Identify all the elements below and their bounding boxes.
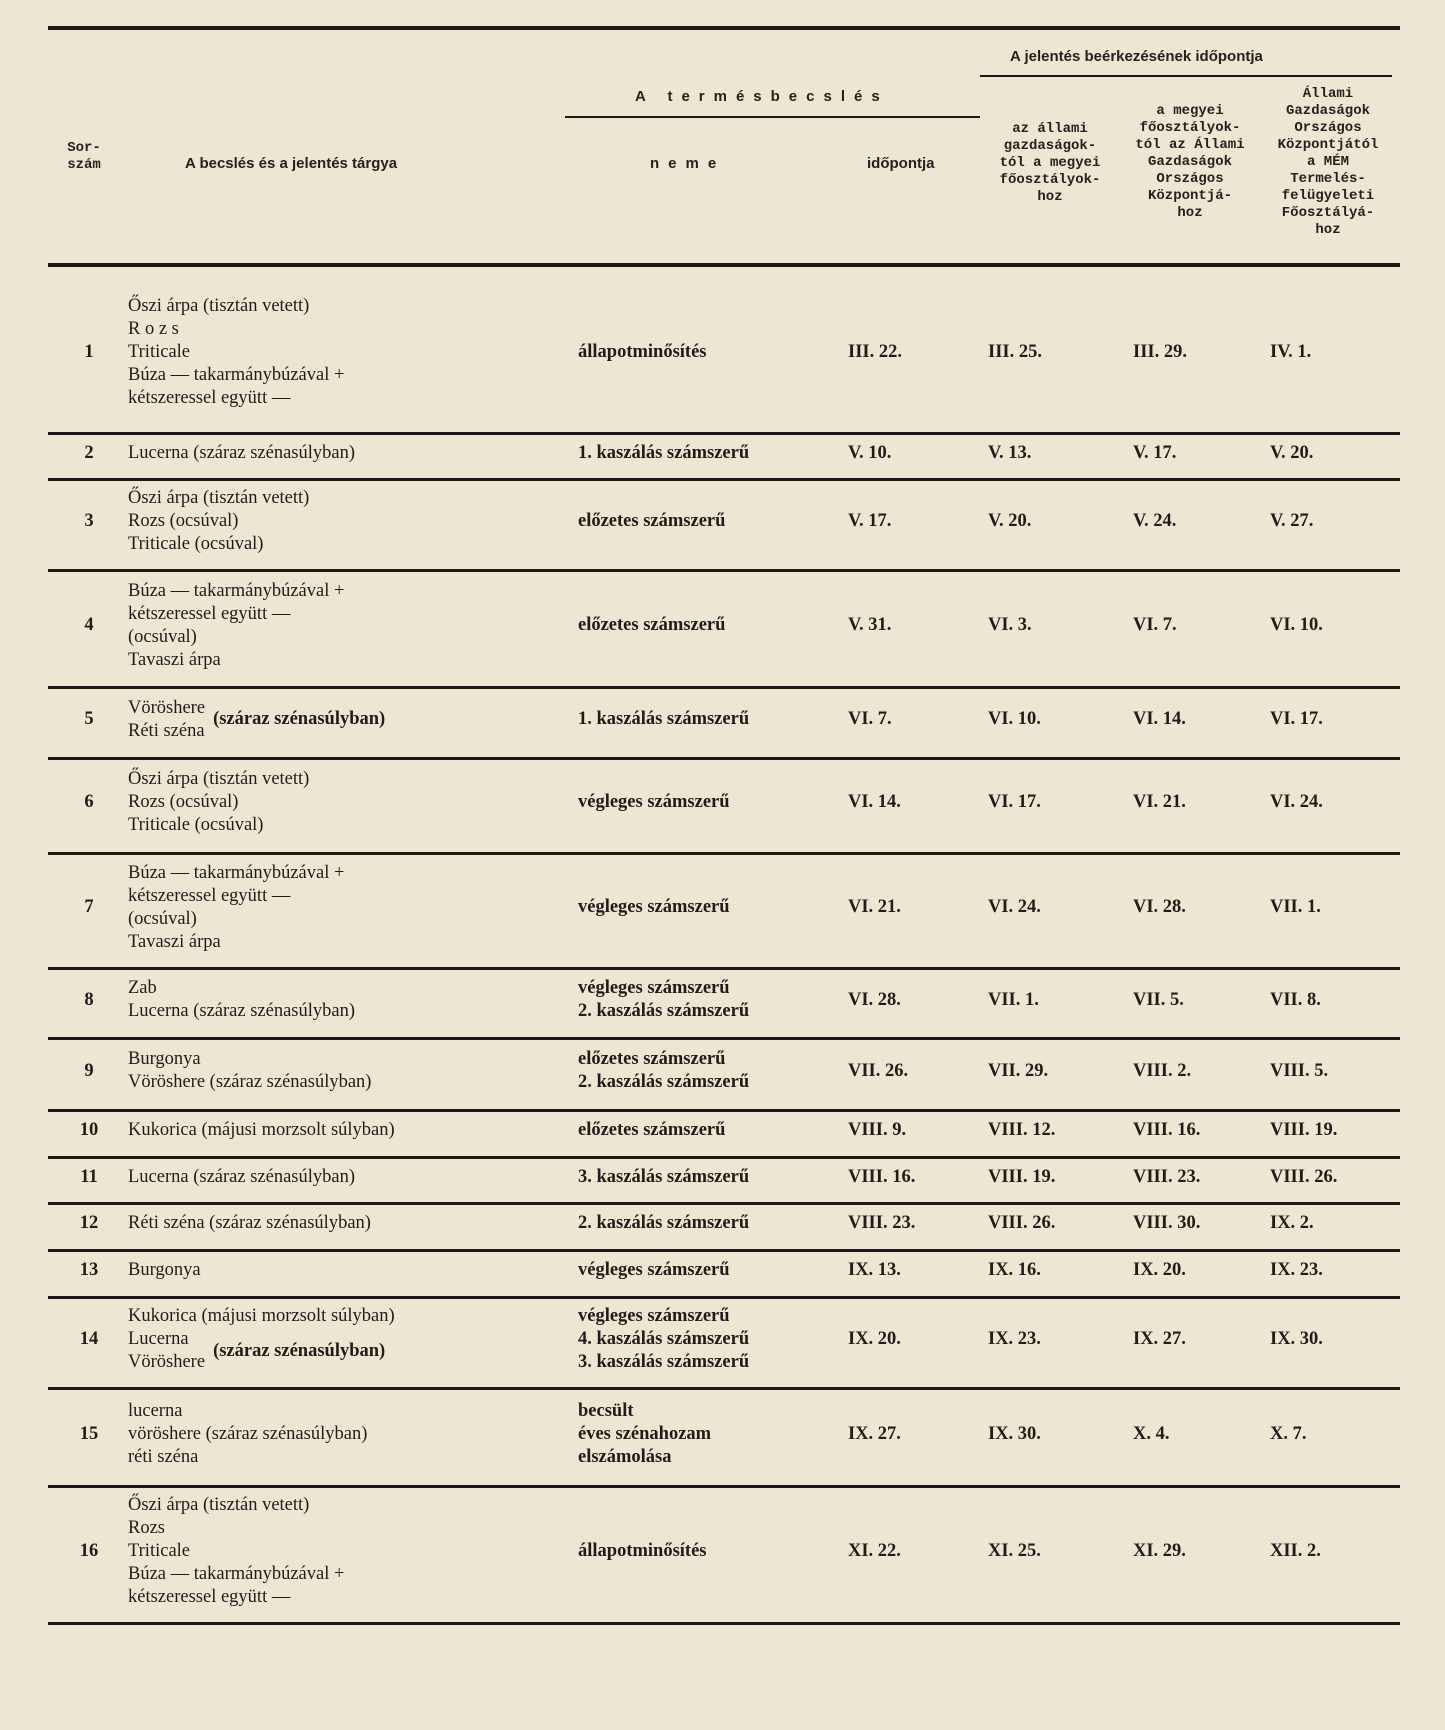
row-number: 13 [79, 1260, 99, 1280]
subject-line: kétszeressel együtt — [128, 1587, 291, 1607]
kind-line: előzetes számszerű [578, 1120, 726, 1140]
county-to-center-date: V. 17. [1133, 442, 1177, 463]
row-number: 3 [84, 511, 94, 531]
row-subject [128, 850, 548, 965]
subject-line: kétszeressel együtt — [128, 885, 291, 906]
table-row [48, 850, 1400, 965]
table-row [48, 755, 1400, 850]
row-subject [128, 476, 548, 567]
table-row [48, 1294, 1400, 1385]
kind-line: 2. kaszálás számszerű [578, 1001, 750, 1021]
county-to-center-date: VI. 7. [1133, 615, 1177, 635]
subject-line: Kukorica (májusi morzsolt súlyban) [128, 1120, 395, 1140]
county-to-center-date: VI. 28. [1133, 897, 1186, 917]
estimate-date: V. 31. [848, 615, 892, 635]
subject-line: R o z s [128, 319, 179, 339]
kind-line: éves szénahozam [578, 1423, 712, 1444]
subject-line: Lucerna [128, 1329, 189, 1349]
center-to-ministry-date: IX. 2. [1270, 1213, 1314, 1233]
kind-line: állapotminősítés [578, 342, 707, 362]
estimate-date: VI. 7. [848, 709, 892, 729]
row-subject [128, 684, 548, 755]
kind-line: végleges számszerű [578, 1306, 730, 1326]
row-subject [128, 567, 548, 684]
center-to-ministry-date: VI. 10. [1270, 615, 1323, 635]
subject-line: Lucerna (száraz szénasúlyban) [128, 1166, 356, 1187]
header-neme: neme [650, 155, 726, 172]
county-to-center-date: X. 4. [1133, 1423, 1170, 1444]
row-subject [128, 965, 548, 1035]
farm-to-county-date: III. 25. [988, 342, 1042, 362]
row-number: 15 [79, 1423, 99, 1444]
estimate-date: VIII. 9. [848, 1120, 907, 1140]
center-to-ministry-date: VIII. 26. [1270, 1166, 1338, 1187]
farm-to-county-date: VI. 10. [988, 709, 1041, 729]
table-row [48, 1035, 1400, 1107]
center-to-ministry-date: X. 7. [1270, 1423, 1307, 1444]
header-d2: az állami gazdaságok- tól a megyei főosztályok- hoz [999, 121, 1101, 205]
kind-line: 2. kaszálás számszerű [578, 1213, 750, 1233]
subject-line: Tavaszi árpa [128, 931, 221, 952]
subject-line: kétszeressel együtt — [128, 603, 291, 624]
kind-line: 3. kaszálás számszerű [578, 1166, 750, 1187]
subject-line: kétszeressel együtt — [128, 388, 291, 408]
estimate-date: VI. 28. [848, 989, 901, 1010]
table-row [48, 476, 1400, 567]
subject-group [128, 1328, 385, 1374]
subject-line: Burgonya [128, 1260, 201, 1280]
subject-line: Lucerna (száraz szénasúlyban) [128, 1001, 356, 1021]
farm-to-county-date: VI. 3. [988, 615, 1032, 635]
kind-line: végleges számszerű [578, 1260, 730, 1280]
farm-to-county-date: IX. 30. [988, 1423, 1041, 1444]
center-to-ministry-date: XII. 2. [1270, 1541, 1321, 1561]
subject-line: (ocsúval) [128, 908, 197, 929]
header-group-rule [980, 75, 1392, 77]
table-row [48, 1385, 1400, 1483]
estimate-date: V. 10. [848, 442, 892, 463]
estimate-date: VI. 14. [848, 792, 901, 812]
header-d3: a megyei főosztályok- tól az Állami Gazdaságok Országos Központjá- hoz [1135, 103, 1245, 221]
center-to-ministry-date: VIII. 5. [1270, 1060, 1329, 1081]
row-number: 10 [79, 1120, 99, 1140]
estimate-date: VIII. 23. [848, 1213, 916, 1233]
table-row [48, 275, 1400, 430]
county-to-center-date: VI. 21. [1133, 792, 1186, 812]
subject-line: Réti széna (száraz szénasúlyban) [128, 1213, 371, 1233]
row-subject [128, 1294, 548, 1385]
center-to-ministry-date: VII. 8. [1270, 989, 1321, 1010]
farm-to-county-date: VI. 24. [988, 897, 1041, 917]
center-to-ministry-date: VI. 24. [1270, 792, 1323, 812]
subject-line: Zab [128, 978, 157, 998]
kind-line: állapotminősítés [578, 1541, 707, 1561]
center-to-ministry-date: V. 27. [1270, 511, 1314, 531]
subject-line: Réti széna [128, 720, 205, 741]
farm-to-county-date: IX. 23. [988, 1329, 1041, 1349]
kind-line: 1. kaszálás számszerű [578, 709, 750, 729]
farm-to-county-date: VIII. 19. [988, 1166, 1056, 1187]
subject-line: Triticale (ocsúval) [128, 534, 264, 554]
county-to-center-date: VIII. 23. [1133, 1166, 1201, 1187]
table-row [48, 1200, 1400, 1247]
row-number: 7 [84, 897, 94, 917]
subject-line: Búza — takarmánybúzával + [128, 862, 345, 883]
header-termesbecsles: A termésbecslés [635, 88, 889, 105]
header-bottom-rule [48, 263, 1400, 267]
center-to-ministry-date: IX. 23. [1270, 1260, 1323, 1280]
row-number: 1 [84, 342, 94, 362]
estimate-date: VI. 21. [848, 897, 901, 917]
county-to-center-date: V. 24. [1133, 511, 1177, 531]
table-row [48, 567, 1400, 684]
subject-line: Kukorica (májusi morzsolt súlyban) [128, 1306, 395, 1326]
row-number: 9 [84, 1060, 94, 1081]
subject-line: Őszi árpa (tisztán vetett) [128, 488, 310, 508]
kind-line: 3. kaszálás számszerű [578, 1352, 750, 1372]
table-row [48, 1483, 1400, 1620]
subject-line: Őszi árpa (tisztán vetett) [128, 769, 310, 789]
county-to-center-date: IX. 27. [1133, 1329, 1186, 1349]
kind-line: végleges számszerű [578, 897, 730, 917]
table-row [48, 1247, 1400, 1294]
top-rule [48, 26, 1400, 30]
farm-to-county-date: VIII. 26. [988, 1213, 1056, 1233]
row-number: 11 [80, 1166, 98, 1187]
subject-line: Búza — takarmánybúzával + [128, 365, 345, 385]
subject-line: Tavaszi árpa [128, 649, 221, 670]
county-to-center-date: XI. 29. [1133, 1541, 1186, 1561]
subject-group-note: (száraz szénasúlyban) [213, 709, 386, 729]
header-targy: A becslés és a jelentés tárgya [185, 155, 398, 172]
kind-line: végleges számszerű [578, 792, 730, 812]
row-subject [128, 430, 548, 476]
center-to-ministry-date: VII. 1. [1270, 897, 1321, 917]
kind-line: becsült [578, 1400, 634, 1421]
table-row [48, 430, 1400, 476]
table-row [48, 1154, 1400, 1200]
farm-to-county-date: IX. 16. [988, 1260, 1041, 1280]
row-subject [128, 755, 548, 850]
kind-line: előzetes számszerű [578, 511, 726, 531]
row-subject [128, 1035, 548, 1107]
kind-line: 4. kaszálás számszerű [578, 1329, 750, 1349]
header-d4: Állami Gazdaságok Országos Központjától a MÉM Termelés- felügyeleti Főosztályá- hoz [1277, 86, 1379, 238]
row-number: 14 [79, 1329, 99, 1349]
subject-group-note: (száraz szénasúlyban) [213, 1340, 386, 1361]
estimate-date: IX. 20. [848, 1329, 901, 1349]
kind-line: 2. kaszálás számszerű [578, 1072, 750, 1092]
row-subject [128, 1385, 548, 1483]
subject-line: Rozs [128, 1518, 165, 1538]
estimate-date: V. 17. [848, 511, 892, 531]
farm-to-county-date: VI. 17. [988, 792, 1041, 812]
row-subject [128, 1107, 548, 1154]
subject-line: Vöröshere [128, 1352, 206, 1372]
table-row [48, 684, 1400, 755]
kind-line: előzetes számszerű [578, 1049, 726, 1069]
county-to-center-date: III. 29. [1133, 342, 1187, 362]
header-idopontja: időpontja [867, 155, 935, 172]
row-number: 12 [79, 1213, 99, 1233]
row-subject [128, 1200, 548, 1247]
county-to-center-date: IX. 20. [1133, 1260, 1186, 1280]
estimate-date: IX. 27. [848, 1423, 901, 1444]
subject-line: Vöröshere (száraz szénasúlyban) [128, 1072, 372, 1092]
subject-line: Rozs (ocsúval) [128, 511, 239, 531]
row-subject [128, 1154, 548, 1200]
kind-line: elszámolása [578, 1446, 672, 1467]
subject-line: Búza — takarmánybúzával + [128, 1564, 345, 1584]
center-to-ministry-date: V. 20. [1270, 442, 1314, 463]
row-number: 4 [84, 615, 94, 635]
estimate-date: VII. 26. [848, 1060, 909, 1081]
estimate-date: IX. 13. [848, 1260, 901, 1280]
header-termes-rule [565, 116, 980, 118]
subject-line: Őszi árpa (tisztán vetett) [128, 296, 310, 316]
subject-line: Rozs (ocsúval) [128, 792, 239, 812]
kind-line: 1. kaszálás számszerű [578, 442, 750, 463]
subject-line: Triticale [128, 342, 191, 362]
county-to-center-date: VIII. 30. [1133, 1213, 1201, 1233]
farm-to-county-date: XI. 25. [988, 1541, 1041, 1561]
subject-line: réti széna [128, 1446, 199, 1467]
subject-line: (ocsúval) [128, 626, 197, 647]
subject-line: Burgonya [128, 1049, 201, 1069]
row-subject [128, 1247, 548, 1294]
county-to-center-date: VI. 14. [1133, 709, 1186, 729]
kind-line: végleges számszerű [578, 978, 730, 998]
row-number: 6 [84, 792, 94, 812]
county-to-center-date: VIII. 16. [1133, 1120, 1201, 1140]
estimate-date: XI. 22. [848, 1541, 901, 1561]
farm-to-county-date: VIII. 12. [988, 1120, 1056, 1140]
estimate-date: VIII. 16. [848, 1166, 916, 1187]
county-to-center-date: VIII. 2. [1133, 1060, 1192, 1081]
subject-line: Lucerna (száraz szénasúlyban) [128, 442, 356, 463]
header-sorszam: Sor- szám [67, 140, 101, 173]
subject-line: lucerna [128, 1400, 183, 1421]
farm-to-county-date: V. 13. [988, 442, 1032, 463]
subject-line: Triticale (ocsúval) [128, 815, 264, 835]
farm-to-county-date: V. 20. [988, 511, 1032, 531]
center-to-ministry-date: VI. 17. [1270, 709, 1323, 729]
kind-line: előzetes számszerű [578, 615, 726, 635]
center-to-ministry-date: VIII. 19. [1270, 1120, 1338, 1140]
subject-line: Búza — takarmánybúzával + [128, 580, 345, 601]
farm-to-county-date: VII. 1. [988, 989, 1039, 1010]
subject-group-items [128, 697, 205, 743]
estimate-date: III. 22. [848, 342, 902, 362]
subject-group [128, 697, 385, 743]
subject-line: Triticale [128, 1541, 191, 1561]
header-jelentes-group: A jelentés beérkezésének időpontja [1010, 48, 1263, 65]
row-subject [128, 275, 548, 430]
row-number: 2 [84, 442, 94, 463]
row-number: 5 [84, 709, 94, 729]
subject-group-items [128, 1328, 205, 1374]
row-separator [48, 1622, 1400, 1625]
subject-line: Őszi árpa (tisztán vetett) [128, 1495, 310, 1515]
row-number: 16 [79, 1541, 99, 1561]
center-to-ministry-date: IX. 30. [1270, 1329, 1323, 1349]
table-row [48, 965, 1400, 1035]
row-number: 8 [84, 989, 94, 1010]
row-subject [128, 1483, 548, 1620]
farm-to-county-date: VII. 29. [988, 1060, 1049, 1081]
center-to-ministry-date: IV. 1. [1270, 342, 1312, 362]
subject-line: vöröshere (száraz szénasúlyban) [128, 1423, 368, 1444]
table-row [48, 1107, 1400, 1154]
subject-line: Vöröshere [128, 697, 206, 718]
county-to-center-date: VII. 5. [1133, 989, 1184, 1010]
